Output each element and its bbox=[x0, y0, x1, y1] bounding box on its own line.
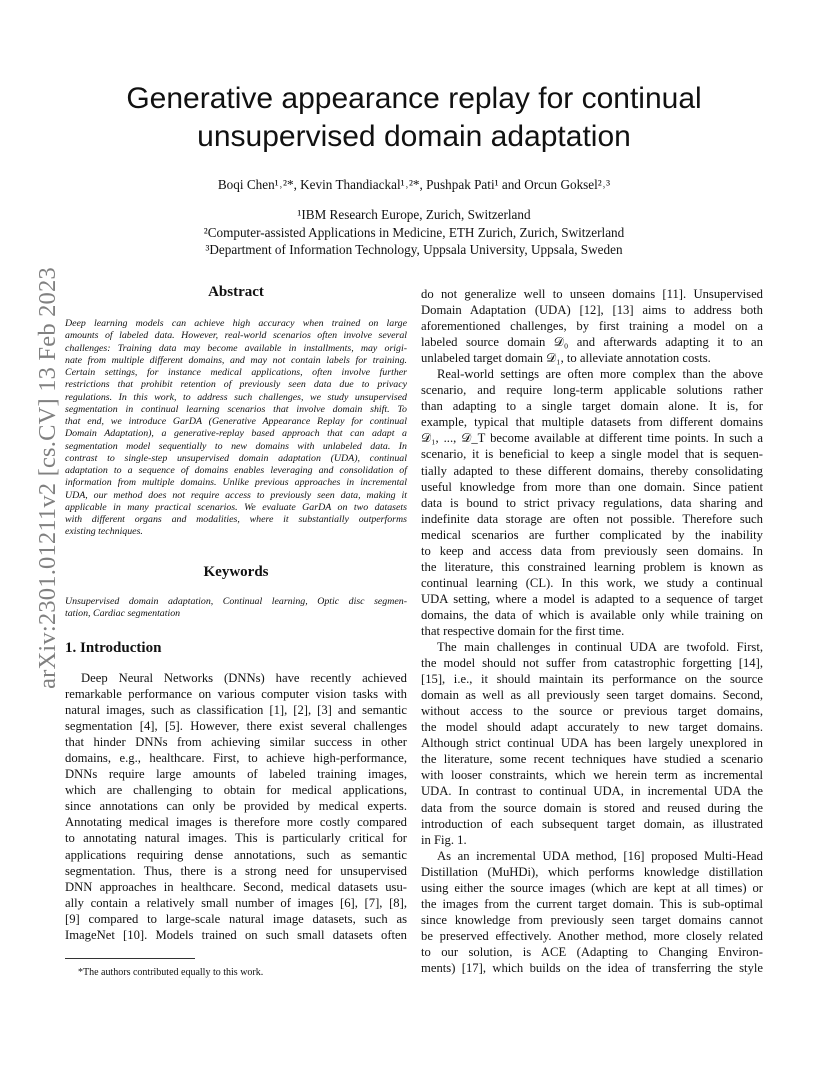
abstract-line: that end, we introduce GarDA (Generative Appearance Replay for continual bbox=[65, 416, 407, 427]
text-line: DNNs require large amounts of labeled training images, bbox=[65, 767, 407, 782]
text-line: that hinder DNNs from achieving similar success in other bbox=[65, 735, 407, 750]
text-line: ally contain a relatively small number of images [6], [7], [8], bbox=[65, 895, 407, 910]
text-line: medical scenarios are further complicated by the inability bbox=[421, 527, 763, 542]
author-list: Boqi Chen¹˒²*, Kevin Thandiackal¹˒²*, Pushpak Pati¹ and Orcun Goksel²˒³ bbox=[217, 177, 611, 192]
text-line: that respective domain for the first time. bbox=[421, 623, 625, 638]
text-line: to keep and access data from previously seen domains. In bbox=[421, 543, 763, 558]
text-line: domain as well as all previously seen target domains. Second, bbox=[421, 688, 763, 703]
text-line: Deep Neural Networks (DNNs) have recently achieved bbox=[81, 671, 407, 685]
introduction-body bbox=[65, 670, 407, 943]
text-line: aforementioned challenges, by first training a model on a bbox=[421, 319, 763, 334]
text-line: in Fig. 1. bbox=[421, 832, 467, 847]
text-line: ImageNet [10]. Models trained on such small datasets often bbox=[65, 927, 407, 942]
abstract-line: Certain settings, for instance medical applications, often involve further bbox=[65, 367, 407, 378]
text-line: which are challenging to obtain for medical applications, bbox=[65, 783, 407, 798]
keywords-line: Unsupervised domain adaptation, Continual learning, Optic disc segmen- bbox=[65, 595, 407, 607]
text-line: tially adapted to these different domains, thereby consolidating bbox=[421, 463, 763, 478]
text-line: to annotating natural images. This is particularly critical for bbox=[65, 831, 407, 846]
text-line: be preserved effectively. Another method, more closely related bbox=[421, 928, 763, 943]
left-column bbox=[65, 282, 407, 943]
text-line: the literature, some recent techniques have studied a scenario bbox=[421, 752, 763, 767]
arxiv-identifier-stamp: arXiv:2301.01211v2 [cs.CV] 13 Feb 2023 bbox=[34, 267, 61, 689]
abstract-line: Domain Adaptation), a generative-replay based approach that can adapt a bbox=[65, 428, 407, 440]
abstract-line: with different organs and modalities, where it substantially outperforms bbox=[65, 514, 407, 525]
text-line: Domain Adaptation (UDA) [12], [13] aims to address both bbox=[421, 303, 763, 318]
footnote: *The authors contributed equally to this work. bbox=[78, 967, 264, 978]
abstract-line: contrast to single-step unsupervised domain adaptation (UDA), continual bbox=[65, 452, 407, 464]
text-line: DNN approaches in healthcare. Second, medical datasets usu- bbox=[65, 879, 407, 894]
footnote-rule bbox=[65, 958, 195, 959]
text-line: the images from the current target domain. This is sub-optimal bbox=[421, 896, 763, 911]
text-line: The main challenges in continual UDA are twofold. First, bbox=[437, 640, 763, 655]
affiliation: ²Computer-assisted Applications in Medicine, ETH Zurich, Zurich, Switzerland bbox=[203, 224, 625, 240]
text-line: natural images, such as classification [1], [2], [3] and semantic bbox=[65, 703, 407, 718]
keywords-line: tation, Cardiac segmentation bbox=[65, 607, 181, 619]
right-column bbox=[421, 286, 763, 976]
text-line: to our solution, is ACE (Adapting to Changing Environ- bbox=[421, 944, 763, 959]
abstract-line: UDA, our method does not require access to previously seen data, making it bbox=[65, 489, 407, 501]
affiliations bbox=[60, 206, 768, 259]
abstract-line: nate from multiple different domains, and may not contain labels for training. bbox=[65, 354, 407, 366]
abstract-line: amounts of labeled data. However, real-world scenarios often involve several bbox=[65, 330, 407, 342]
text-line: labeled source domain 𝒟₀ and afterwards adapting it to an bbox=[421, 335, 763, 350]
abstract-line: Deep learning models can achieve high accuracy when trained on large bbox=[65, 318, 407, 329]
abstract-line: existing techniques. bbox=[65, 526, 143, 538]
text-line: data is bound to strict privacy regulations, data sharing and bbox=[421, 495, 763, 510]
text-line: As an incremental UDA method, [16] proposed Multi-Head bbox=[437, 848, 763, 863]
text-line: scenario, it is beneficial to keep a single model that is sequen- bbox=[421, 447, 763, 462]
abstract-line: adaptation to a sequence of domains enables leveraging and consolidation of bbox=[65, 465, 407, 476]
text-line: useful knowledge from more than one domain. Since patient bbox=[421, 479, 763, 494]
text-line: unlabeled target domain 𝒟₁, to alleviate annotation costs. bbox=[421, 351, 711, 366]
section-heading-introduction: 1. Introduction bbox=[65, 640, 162, 656]
text-line: the literature, this constrained learning problem is known as bbox=[421, 559, 763, 574]
text-line: introduction of each subsequent target domain, as illustrated bbox=[421, 816, 763, 831]
text-line: Annotating medical images is therefore more costly compared bbox=[65, 815, 407, 830]
text-line: segmentation [4], [5]. However, there exist several challenges bbox=[65, 719, 407, 734]
text-line: [9] compared to large-scale natural image datasets, such as bbox=[65, 911, 407, 926]
text-line: example, typical that multiple datasets from different domains bbox=[421, 415, 763, 430]
text-line: continual learning (CL). In this work, we study a continual bbox=[421, 575, 763, 590]
title-line: unsupervised domain adaptation bbox=[197, 120, 631, 153]
abstract-line: applicable in many practical scenarios. We evaluate GarDA on two datasets bbox=[65, 501, 407, 513]
keywords-body bbox=[65, 596, 407, 621]
abstract-line: challenges: Training data may become available in installments, may origi- bbox=[65, 342, 407, 354]
text-line: since annotations can only be provided by medical experts. bbox=[65, 799, 407, 814]
affiliation: ³Department of Information Technology, Uppsala University, Uppsala, Sweden bbox=[205, 242, 623, 257]
abstract-line: segmentation in continual learning scenarios that involve domain shift. To bbox=[65, 403, 407, 415]
text-line: UDA setting, where a model is adapted to a sequence of target bbox=[421, 591, 763, 606]
text-line: with looser constraints, which we herein term as incremental bbox=[421, 768, 763, 783]
right-column-body bbox=[421, 286, 763, 976]
text-line: ments) [17], which builds on the idea of transferring the style bbox=[421, 960, 763, 975]
text-line: UDA. In contrast to continual UDA, in incremental UDA the bbox=[421, 784, 763, 799]
text-line: Distillation (MuHDi), which performs knowledge distillation bbox=[421, 864, 763, 879]
text-line: do not generalize well to unseen domains [11]. Unsupervised bbox=[421, 287, 763, 301]
text-line: [15], i.e., it should maintain its performance on the source bbox=[421, 672, 763, 687]
abstract-line: information from multiple domains. Unlike previous approaches in incremental bbox=[65, 477, 407, 489]
abstract-line: segmentation model sequentially to new domains with unlabeled data. In bbox=[65, 440, 407, 452]
paper-title bbox=[60, 80, 768, 156]
abstract-line: regulations. In this work, to address such challenges, we study unsupervised bbox=[65, 391, 407, 403]
text-line: remarkable performance on various computer vision tasks with bbox=[65, 687, 407, 702]
text-line: Real-world settings are often more complex than the above bbox=[437, 367, 763, 382]
title-line: Generative appearance replay for continual bbox=[126, 82, 702, 115]
text-line: domains, the data of which is available only while training on bbox=[421, 607, 763, 622]
text-line: domains, e.g., healthcare. First, to achieve high-performance, bbox=[65, 751, 407, 766]
text-line: than adapting to a single target domain alone. It is, for bbox=[421, 399, 763, 414]
text-line: the model should adapt accurately to new target domains. bbox=[421, 720, 763, 735]
text-line: without access to the source or previous target domains, bbox=[421, 704, 763, 719]
text-line: indefinite data storage are often not possible. Therefore such bbox=[421, 511, 763, 526]
text-line: Although strict continual UDA has been largely unexplored in bbox=[421, 736, 763, 751]
text-line: the model should not suffer from catastrophic forgetting [14], bbox=[421, 656, 763, 671]
text-line: using either the source images (which are kept at all times) or bbox=[421, 880, 763, 895]
keywords-heading: Keywords bbox=[203, 563, 269, 580]
abstract-line: restrictions that prohibit retention of previously seen data due to privacy bbox=[65, 379, 407, 391]
text-line: since knowledge from previously seen target domains cannot bbox=[421, 912, 763, 927]
text-line: scenario, and require long-term applicable solutions rather bbox=[421, 383, 763, 398]
abstract-heading: Abstract bbox=[208, 284, 264, 300]
text-line: 𝒟₁, ..., 𝒟_T become available at different time points. In such a bbox=[421, 431, 763, 446]
affiliation: ¹IBM Research Europe, Zurich, Switzerland bbox=[297, 207, 531, 222]
text-line: segmentation. Thus, there is a strong need for unsupervised bbox=[65, 863, 407, 878]
text-line: applications requiring dense annotations, such as semantic bbox=[65, 847, 407, 862]
text-line: data from the source domain is stored and reused during the bbox=[421, 800, 763, 815]
abstract-body bbox=[65, 318, 407, 539]
